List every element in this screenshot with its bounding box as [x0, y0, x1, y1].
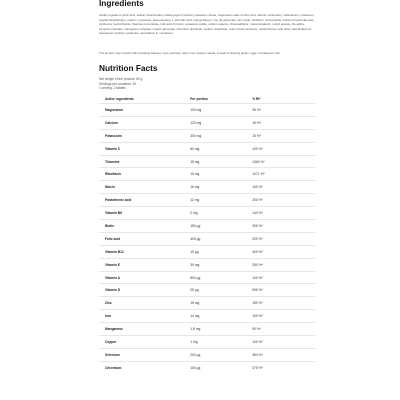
nutrient-name: Calcium [99, 116, 184, 129]
table-row [99, 104, 315, 117]
nutrient-portion: 15 mg [184, 297, 246, 310]
table-row [99, 181, 315, 194]
nutrient-portion: 800 μg [184, 271, 246, 284]
nutrient-portion: 80 mg [184, 142, 246, 155]
nutrient-name: Copper [99, 336, 184, 349]
nutrient-ri: 100 %* [246, 336, 315, 349]
table-row [99, 168, 315, 181]
nutrient-ri: 100 %* [246, 310, 315, 323]
nutrient-name: Zinc [99, 297, 184, 310]
nutrient-portion: 15 mg [184, 168, 246, 181]
nutrient-ri: 26 %* [246, 104, 315, 117]
nutrient-name: Niacin [99, 181, 184, 194]
net-weight: Net weight of the product: 80 g [99, 77, 143, 81]
nutrient-name: Manganese [99, 323, 184, 336]
nutrient-ri: 100 %* [246, 181, 315, 194]
allergen-text: The product may contain milk (including lactose), soya, peanuts, other nuts, sesame seeds, cereals containing gluten, eggs, crustaceans, fish. [99, 51, 281, 55]
nutrient-name: Biotin [99, 220, 184, 233]
nutrient-portion: 200 μg [184, 348, 246, 361]
nutrient-name: Iron [99, 310, 184, 323]
nutrient-ri: 200 %* [246, 232, 315, 245]
nutrient-ri: 364 %* [246, 348, 315, 361]
nutrient-portion: 10 μg [184, 245, 246, 258]
table-row [99, 155, 315, 168]
nutrient-portion: 150 μg [184, 361, 246, 373]
nutrient-portion: 120 mg [184, 116, 246, 129]
table-row [99, 361, 315, 373]
nutrient-name: Selenium [99, 348, 184, 361]
nutrition-heading: Nutrition Facts [99, 63, 158, 73]
table-row [99, 297, 315, 310]
nutrient-portion: 1.8 mg [184, 323, 246, 336]
nutrient-name: Vitamin B12 [99, 245, 184, 258]
nutrient-ri: 250 %* [246, 258, 315, 271]
ingredients-text: Acidity regulators (citric acid, sodium bicarbonate), bulking agent (sorbitol, potassium citrate, magnesium salts of citric acid, calcium carbonate), maltodextrin, potassium, polydimethylsiloxane, sodium, cyclamate, beta-carotene, L-ascorbic acid, orange flavour, iron (II) gluconate, zinc oxide, riboflavin, nicotinamide, calcium D-pantothenate, pyridoxine hydrochloride, thiamine mononitrate, folic acid, D-biotin, potassium iodide, sodium selenite, cholecalciferol, cyanocobalamin, retinyl acetate, DL-alpha-tocopheryl acetate, manganese sulphate, copper gluconate, chromium picolinate, sodium molybdate, colour (beta-carotene), natural flavour with other natural flavours, sweeteners (sodium cyclamate, acesulfame K, sucralose). [99, 13, 315, 36]
nutrient-portion: 25 μg [184, 284, 246, 297]
nutrient-name: Vitamin D [99, 284, 184, 297]
nutrient-name: Potassium [99, 129, 184, 142]
table-row [99, 245, 315, 258]
nutrient-name: Riboflavin [99, 168, 184, 181]
nutrient-name: Folic acid [99, 232, 184, 245]
nutrient-ri: 200 %* [246, 194, 315, 207]
serving-size: 1 serving: 2 tablets [99, 86, 126, 91]
nutrient-portion: 15 mg [184, 155, 246, 168]
nutrient-name: Magnesium [99, 104, 184, 117]
nutrient-name: Vitamin A [99, 271, 184, 284]
table-header-row [99, 95, 315, 104]
nutrient-portion: 2 mg [184, 207, 246, 220]
table-row [99, 232, 315, 245]
table-row [99, 271, 315, 284]
nutrient-portion: 400 μg [184, 232, 246, 245]
table-row [99, 348, 315, 361]
col-header-per-portion: Per portion [190, 97, 208, 101]
nutrient-portion: 100 mg [184, 104, 246, 117]
nutrient-ri: 15 %* [246, 129, 315, 142]
nutrient-ri: 15 %* [246, 116, 315, 129]
nutrient-portion: 300 mg [184, 129, 246, 142]
nutrient-name: Vitamin B6 [99, 207, 184, 220]
table-row [99, 129, 315, 142]
table-row [99, 116, 315, 129]
nutrient-ri: 150 %* [246, 297, 315, 310]
nutrient-ri: 1364 %* [246, 155, 315, 168]
table-row [99, 310, 315, 323]
nutrition-table [99, 95, 315, 374]
nutrition-meta [99, 77, 142, 91]
nutrient-name: Thiamine [99, 155, 184, 168]
nutrient-portion: 30 mg [184, 258, 246, 271]
table-row [99, 336, 315, 349]
table-row [99, 258, 315, 271]
nutrient-name: Vitamin C [99, 142, 184, 155]
nutrient-portion: 1 mg [184, 336, 246, 349]
nutrient-ri: 100 %* [246, 142, 315, 155]
nutrient-ri: 100 %* [246, 271, 315, 284]
nutrient-portion: 16 mg [184, 181, 246, 194]
nutrient-portion: 14 mg [184, 310, 246, 323]
table-row [99, 142, 315, 155]
ingredients-heading: Ingredients [99, 0, 144, 8]
nutrient-ri: 143 %* [246, 207, 315, 220]
servings-per-container: Servings per container: 20 [99, 81, 137, 86]
table-row [99, 194, 315, 207]
nutrient-ri: 400 %* [246, 245, 315, 258]
table-row [99, 323, 315, 336]
col-header-ri: % RI* [252, 97, 261, 101]
nutrient-portion: 150 μg [184, 220, 246, 233]
nutrient-ri: 300 %* [246, 220, 315, 233]
table-row [99, 284, 315, 297]
nutrient-ri: 1071 %* [246, 168, 315, 181]
nutrient-portion: 12 mg [184, 194, 246, 207]
nutrient-ri: 90 %* [246, 323, 315, 336]
table-row [99, 220, 315, 233]
nutrient-name: Chromium [99, 361, 184, 373]
nutrient-name: Vitamin E [99, 258, 184, 271]
nutrient-name: Pantothenic acid [99, 194, 184, 207]
nutrient-ri: 375 %* [246, 361, 315, 373]
table-row [99, 207, 315, 220]
nutrient-ri: 500 %* [246, 284, 315, 297]
col-header-active-ingredients: Active ingredients [105, 97, 134, 101]
